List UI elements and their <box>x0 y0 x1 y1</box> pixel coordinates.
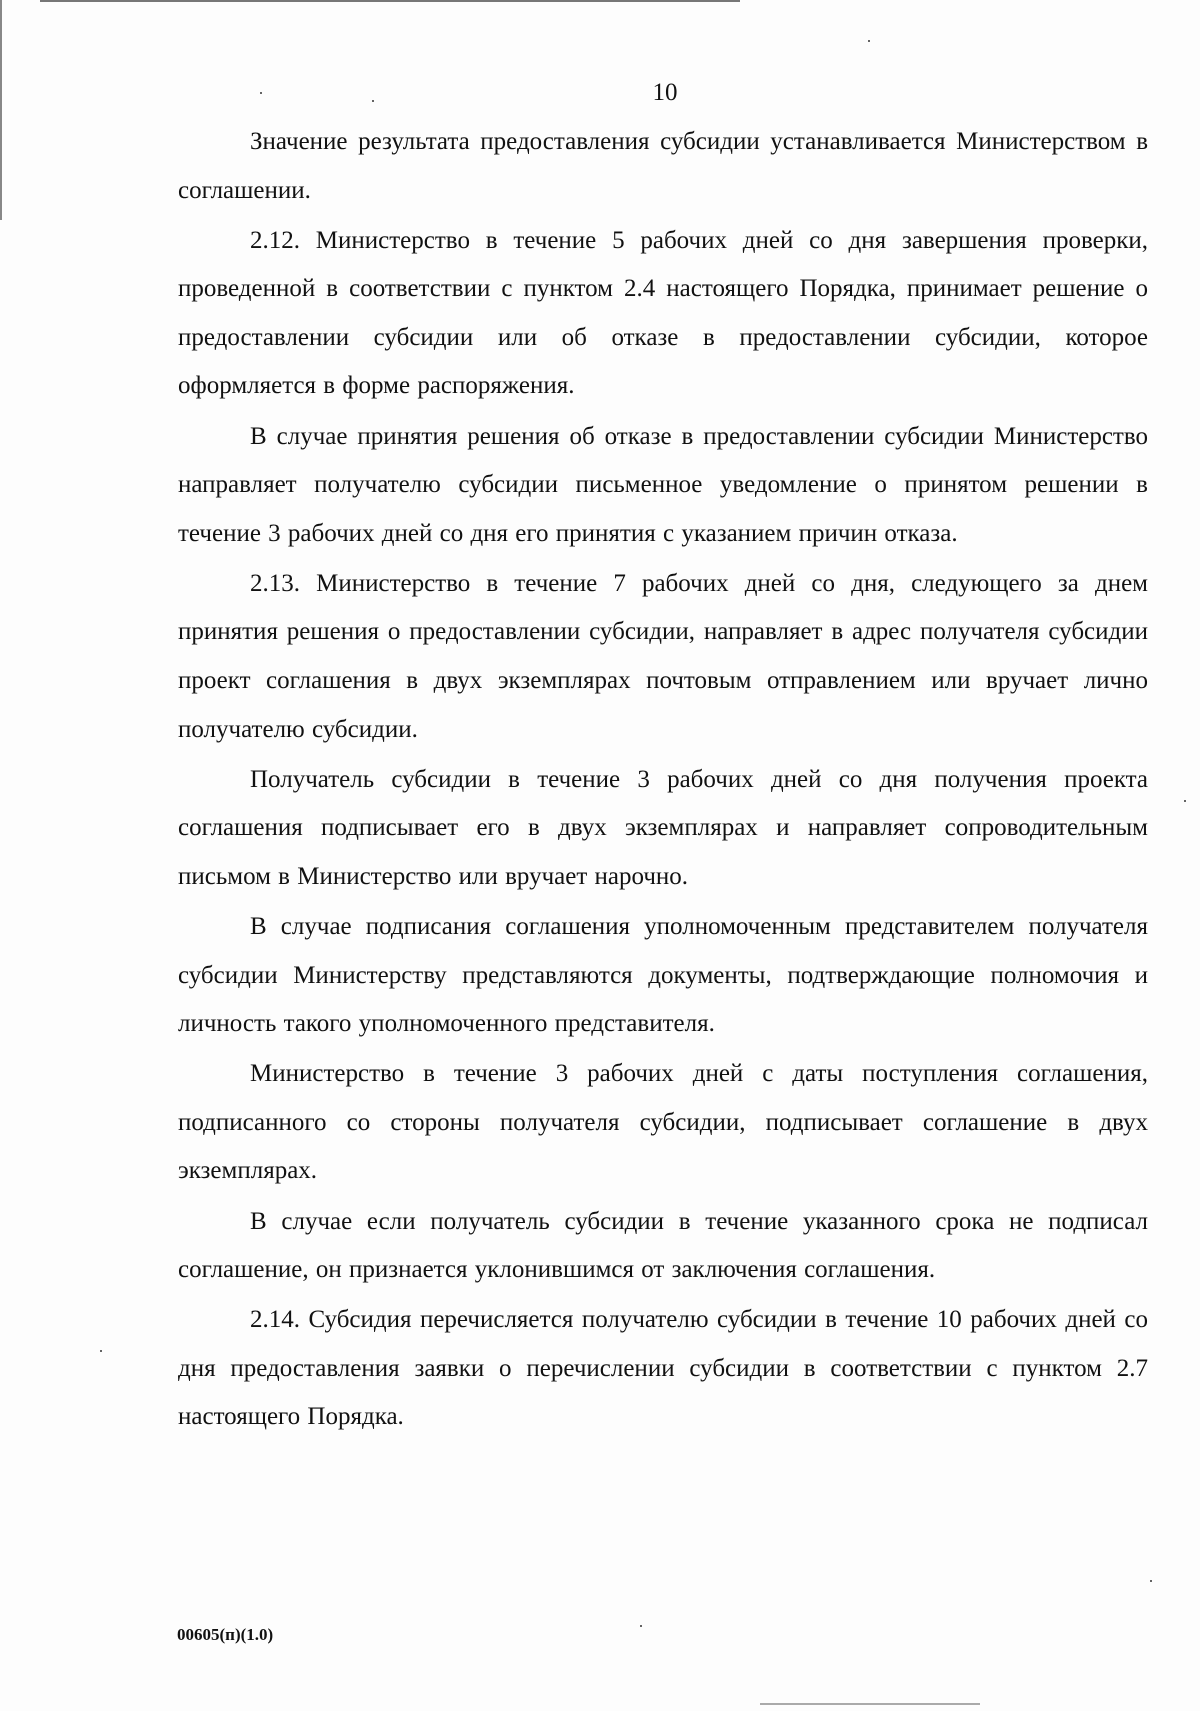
paragraph: В случае если получатель субсидии в течение указанного срока не подписал соглашение, он признается уклонившимся от заключения соглашения. <box>178 1207 1148 1284</box>
paragraph: Значение результата предоставления субсидии устанавливается Министерством в соглашении. <box>178 128 1148 204</box>
paragraph: В случае подписания соглашения уполномоченным представителем получателя субсидии Министерству представляются документы, подтверждающие полномочия и личность такого уполномоченного представителя. <box>178 913 1148 1038</box>
paragraph: 2.14. Субсидия перечисляется получателю субсидии в течение 10 рабочих дней со дня предоставления заявки о перечислении субсидии в соответствии с пунктом 2.7 настоящего Порядка. <box>178 1306 1148 1431</box>
document-body <box>178 118 1148 1444</box>
page-number: 10 <box>652 79 678 106</box>
paragraph: Министерство в течение 3 рабочих дней с даты поступления соглашения, подписанного со стороны получателя субсидии, подписывает соглашение в двух экземплярах. <box>178 1060 1148 1185</box>
scan-speck <box>1184 800 1186 802</box>
form-code: 00605(п)(1.0) <box>177 1625 274 1644</box>
scan-speck <box>1150 1580 1152 1582</box>
scan-speck <box>868 40 870 42</box>
scan-speck <box>100 1350 102 1352</box>
paragraph: Получатель субсидии в течение 3 рабочих дней со дня получения проекта соглашения подписывает его в двух экземплярах и направляет сопроводительным письмом в Министерство или вручает нарочно. <box>178 765 1148 890</box>
scan-edge-left <box>0 0 2 220</box>
paragraph: В случае принятия решения об отказе в предоставлении субсидии Министерство направляет получателю субсидии письменное уведомление о принятом решении в течение 3 рабочих дней со дня его принятия с указанием причин отказа. <box>178 422 1148 547</box>
paragraph: 2.12. Министерство в течение 5 рабочих дней со дня завершения проверки, проведенной в соответствии с пунктом 2.4 настоящего Порядка, принимает решение о предоставлении субсидии или об отказе в предоставлении субсидии, которое оформляется в форме распоряжения. <box>178 226 1148 400</box>
scan-edge-top <box>40 0 740 2</box>
scan-speck <box>640 1625 642 1627</box>
paragraph: 2.13. Министерство в течение 7 рабочих дней со дня, следующего за днем принятия решения о предоставлении субсидии, направляет в адрес получателя субсидии проект соглашения в двух экземплярах почтовым отправлением или вручает лично получателю субсидии. <box>178 569 1148 743</box>
scan-edge-bottom <box>760 1703 980 1705</box>
